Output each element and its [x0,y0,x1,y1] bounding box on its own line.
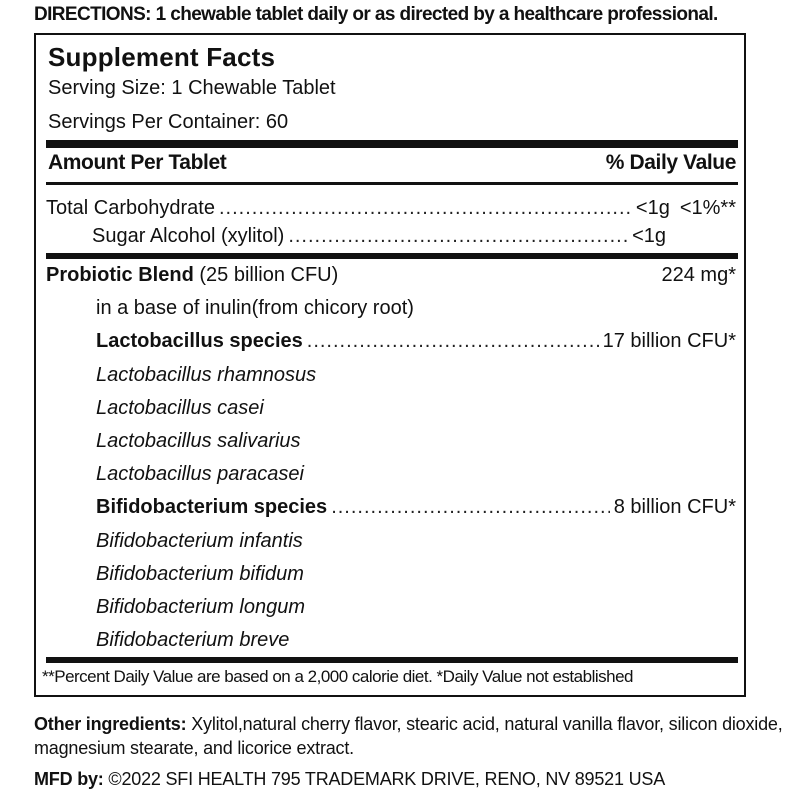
directions [34,4,794,26]
thick-rule [46,140,738,148]
total-carbohydrate-row [46,197,736,220]
strain-item: Lactobacillus paracasei [96,463,304,485]
strain-item: Lactobacillus salivarius [96,430,301,452]
probiotic-blend-detail: (25 billion CFU) [193,264,339,286]
directions-label: DIRECTIONS: [34,4,151,25]
total-carbohydrate-amount: <1g [635,197,670,219]
lactobacillus-amount: 17 billion CFU* [602,330,736,352]
footnote: **Percent Daily Value are based on a 2,000 calorie diet. *Daily Value not established [42,667,633,686]
other-ingredients [34,712,790,760]
bifidobacterium-row [96,496,736,519]
header-rule [46,182,738,185]
servings-per-container: Servings Per Container: 60 [48,111,289,133]
lactobacillus-name: Lactobacillus species [96,330,303,352]
lactobacillus-row [96,330,736,353]
directions-text: 1 chewable tablet daily or as directed by a healthcare professional. [150,4,718,25]
dot-leader [307,330,599,353]
header-daily-value: % Daily Value [605,151,736,174]
dot-leader [331,496,610,519]
other-ingredients-text: Xylitol,natural cherry flavor, stearic acid, natural vanilla flavor, silicon dioxide, magnesium stearate, and licorice extract. [34,714,783,758]
table-header [48,151,736,175]
strain-item: Bifidobacterium breve [96,629,290,651]
manufacturer-line [34,769,790,790]
section-rule [46,253,738,259]
dot-leader [288,225,628,248]
other-ingredients-label: Other ingredients: [34,714,187,734]
sugar-alcohol-name: Sugar Alcohol (xylitol) [92,225,285,247]
panel-title: Supplement Facts [48,42,276,72]
mfd-label: MFD by: [34,769,104,789]
bifidobacterium-name: Bifidobacterium species [96,496,328,518]
strain-item: Bifidobacterium infantis [96,530,303,552]
strain-item: Lactobacillus casei [96,397,264,419]
serving-size: Serving Size: 1 Chewable Tablet [48,77,336,99]
header-amount: Amount Per Tablet [48,151,227,174]
supplement-facts-panel [34,33,746,697]
sugar-alcohol-row [92,225,666,248]
strain-item: Lactobacillus rhamnosus [96,364,317,386]
probiotic-blend-name: Probiotic Blend [46,264,194,286]
total-carbohydrate-name: Total Carbohydrate [46,197,215,219]
base-row: in a base of inulin(from chicory root) [96,297,414,319]
total-carbohydrate-dv: <1%** [679,197,736,219]
bottom-rule [46,657,738,663]
probiotic-blend-amount: 224 mg* [661,264,736,286]
strain-item: Bifidobacterium bifidum [96,563,304,585]
bifidobacterium-amount: 8 billion CFU* [613,496,736,518]
dot-leader [219,197,632,220]
mfd-text: ©2022 SFI HEALTH 795 TRADEMARK DRIVE, RENO, NV 89521 USA [103,769,665,789]
sugar-alcohol-amount: <1g [632,225,666,247]
strain-item: Bifidobacterium longum [96,596,305,618]
probiotic-blend-row [46,264,736,287]
